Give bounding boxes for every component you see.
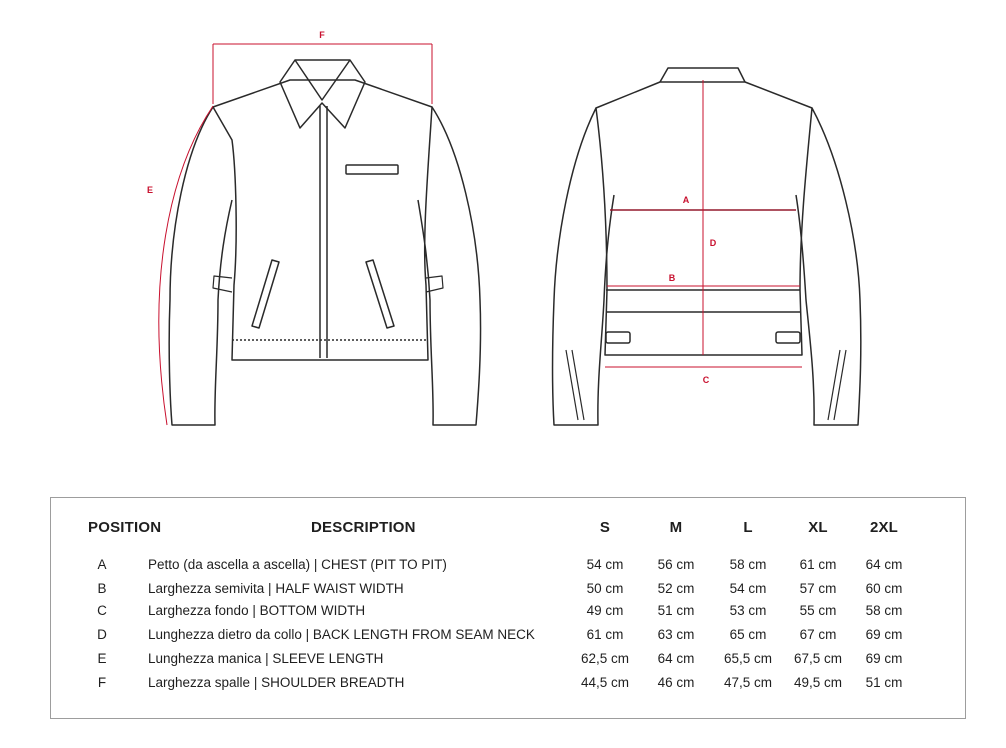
back-right-sleeve (796, 108, 861, 425)
header-size-s: S (599, 519, 611, 536)
cell-size-m: 56 cm (657, 557, 695, 572)
table-row (0, 557, 1006, 579)
table-row (0, 627, 1006, 649)
cell-size-2xl: 64 cm (865, 557, 903, 572)
cell-size-m: 52 cm (657, 581, 695, 596)
cell-size-xl: 55 cm (799, 603, 837, 618)
cell-position: B (97, 581, 107, 596)
table-row (0, 581, 1006, 603)
cell-description: Larghezza fondo | BOTTOM WIDTH (148, 603, 366, 618)
cell-description: Larghezza semivita | HALF WAIST WIDTH (148, 581, 404, 596)
cell-size-l: 54 cm (729, 581, 767, 596)
front-view (169, 60, 480, 425)
header-description: DESCRIPTION (311, 519, 416, 536)
cell-size-2xl: 69 cm (865, 651, 903, 666)
back-view (553, 68, 861, 425)
cell-size-xl: 67 cm (799, 627, 837, 642)
measure-label-b: B (668, 273, 676, 283)
back-body (596, 82, 812, 355)
front-measurements (159, 44, 432, 425)
header-size-m: M (669, 519, 683, 536)
cell-position: C (97, 603, 107, 618)
front-right-sleeve (418, 107, 481, 425)
measure-label-d: D (709, 238, 717, 248)
cell-description: Lunghezza dietro da collo | BACK LENGTH FROM SEAM NECK (148, 627, 535, 642)
cell-description: Petto (da ascella a ascella) | CHEST (PIT TO PIT) (148, 557, 447, 572)
cell-description: Lunghezza manica | SLEEVE LENGTH (148, 651, 384, 666)
cell-size-m: 46 cm (657, 675, 695, 690)
cell-size-2xl: 51 cm (865, 675, 903, 690)
cell-size-l: 65,5 cm (723, 651, 773, 666)
cell-size-2xl: 69 cm (865, 627, 903, 642)
cell-size-m: 51 cm (657, 603, 695, 618)
cell-position: A (97, 557, 107, 572)
header-position: POSITION (88, 519, 162, 536)
front-body (213, 80, 432, 360)
cuff-zip-right (828, 350, 846, 420)
back-measurements (605, 80, 802, 367)
cell-position: D (97, 627, 107, 642)
header-size-xl: XL (808, 519, 828, 536)
cell-size-xl: 49,5 cm (793, 675, 843, 690)
back-buckle-right (776, 332, 800, 343)
cell-size-xl: 67,5 cm (793, 651, 843, 666)
front-zipper (320, 106, 327, 358)
measure-label-a: A (682, 195, 690, 205)
cell-size-xl: 61 cm (799, 557, 837, 572)
back-buckle-left (606, 332, 630, 343)
measure-e-line (159, 106, 213, 425)
cell-description: Larghezza spalle | SHOULDER BREADTH (148, 675, 405, 690)
cell-size-l: 53 cm (729, 603, 767, 618)
chest-pocket (346, 165, 398, 174)
back-collar (660, 68, 745, 82)
cell-size-2xl: 58 cm (865, 603, 903, 618)
cell-position: E (97, 651, 107, 666)
cell-size-xl: 57 cm (799, 581, 837, 596)
cell-size-s: 62,5 cm (580, 651, 630, 666)
measure-label-c: C (702, 375, 710, 385)
table-row (0, 603, 1006, 625)
cell-size-s: 54 cm (586, 557, 624, 572)
header-size-2xl: 2XL (869, 519, 899, 536)
table-row (0, 651, 1006, 673)
cell-size-2xl: 60 cm (865, 581, 903, 596)
cell-size-l: 65 cm (729, 627, 767, 642)
front-left-sleeve (169, 107, 232, 425)
right-pocket (366, 260, 394, 328)
cell-size-s: 61 cm (586, 627, 624, 642)
cell-size-s: 49 cm (586, 603, 624, 618)
table-row (0, 675, 1006, 697)
header-size-l: L (743, 519, 753, 536)
left-pocket (252, 260, 279, 328)
cell-size-l: 47,5 cm (723, 675, 773, 690)
measure-label-f: F (319, 30, 325, 40)
measure-label-e: E (146, 185, 154, 195)
cell-size-m: 63 cm (657, 627, 695, 642)
cell-size-m: 64 cm (657, 651, 695, 666)
front-collar (280, 60, 365, 128)
cell-position: F (97, 675, 107, 690)
back-left-sleeve (553, 108, 615, 425)
cell-size-s: 50 cm (586, 581, 624, 596)
cell-size-s: 44,5 cm (580, 675, 630, 690)
cuff-zip-left (566, 350, 584, 420)
cell-size-l: 58 cm (729, 557, 767, 572)
